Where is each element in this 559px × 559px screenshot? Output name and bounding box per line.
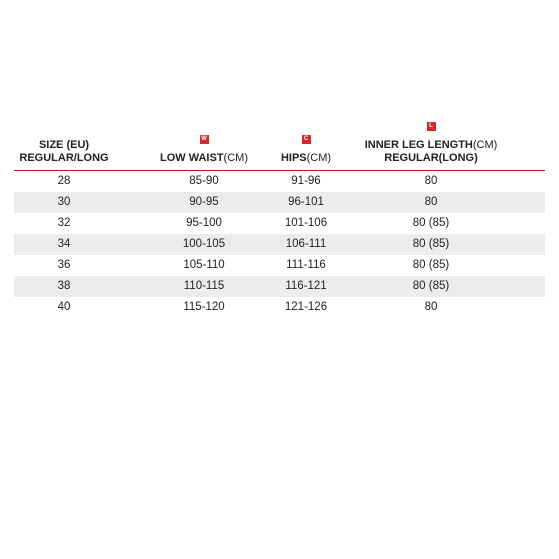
cell-size: 30 <box>57 196 71 208</box>
header-waist <box>144 135 264 165</box>
cell-waist: 90-95 <box>189 196 219 208</box>
cell-leg: 80 <box>424 175 438 187</box>
cell-leg: 80 (85) <box>412 259 450 271</box>
header-size-line2: REGULAR/LONG <box>19 152 109 164</box>
cell-size: 40 <box>57 301 71 313</box>
cell-waist: 85-90 <box>189 175 219 187</box>
cell-hips: 91-96 <box>291 175 321 187</box>
cell-hips: 106-111 <box>285 238 327 250</box>
table-row <box>14 234 545 255</box>
table-row <box>14 255 545 276</box>
cell-hips: 101-106 <box>284 217 328 229</box>
cell-hips: 111-116 <box>286 259 326 271</box>
leg-badge-icon: L <box>427 122 436 131</box>
table-row <box>14 171 545 192</box>
cell-leg: 80 (85) <box>412 238 450 250</box>
cell-leg: 80 <box>424 301 438 313</box>
cell-waist: 95-100 <box>186 217 222 229</box>
header-size-line1: SIZE (EU) <box>38 139 90 151</box>
header-size <box>14 139 114 165</box>
size-chart-table <box>14 124 545 318</box>
waist-badge-icon: W <box>201 136 207 142</box>
cell-leg: 80 (85) <box>412 280 450 292</box>
header-waist-label: LOW WAIST <box>160 152 224 164</box>
cell-leg: 80 <box>424 196 438 208</box>
cell-size: 32 <box>57 217 71 229</box>
table-row <box>14 276 545 297</box>
cell-waist: 110-115 <box>183 280 225 292</box>
header-leg-label: INNER LEG LENGTH <box>364 139 473 151</box>
cell-hips: 116-121 <box>285 280 327 292</box>
cell-size: 28 <box>57 175 71 187</box>
cell-waist: 115-120 <box>183 301 225 313</box>
cell-leg: 80 (85) <box>412 217 450 229</box>
header-hips-label: HIPS <box>280 152 307 164</box>
table-header <box>14 124 545 171</box>
cell-waist: 105-110 <box>183 259 225 271</box>
header-leg <box>362 122 500 165</box>
table-row <box>14 213 545 234</box>
cell-size: 34 <box>57 238 71 250</box>
cell-waist: 100-105 <box>182 238 226 250</box>
cell-hips: 121-126 <box>284 301 328 313</box>
header-hips <box>256 135 356 165</box>
table-row <box>14 192 545 213</box>
hips-badge-icon: C <box>302 135 311 144</box>
table-row <box>14 297 545 318</box>
cell-hips: 96-101 <box>288 196 324 208</box>
table-body <box>14 171 545 318</box>
cell-size: 38 <box>57 280 71 292</box>
header-hips-unit: (CM) <box>306 152 332 164</box>
header-leg-line2-label: REGULAR <box>384 152 439 164</box>
header-waist-unit: (CM) <box>223 152 248 164</box>
cell-size: 36 <box>57 259 71 271</box>
header-leg-unit: (CM) <box>472 139 498 151</box>
header-leg-line2-unit: (LONG) <box>438 152 478 164</box>
